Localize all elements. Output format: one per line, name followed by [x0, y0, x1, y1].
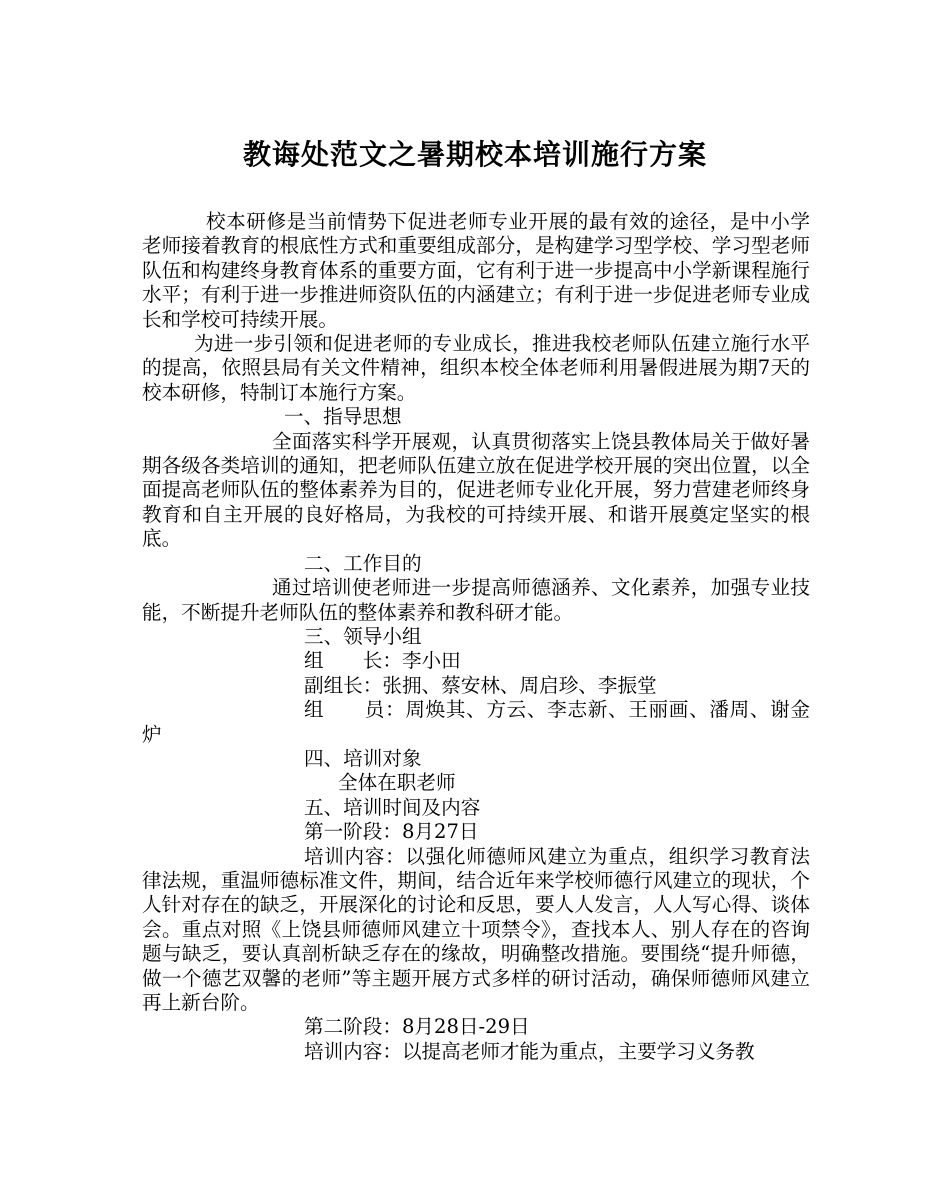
- document-body: [142, 210, 810, 1064]
- stage-one-line: 第一阶段：8月27日: [304, 820, 479, 844]
- document-title: 教诲处范文之暑期校本培训施行方案: [242, 138, 707, 171]
- group-members-line: 组 员：周焕其、方云、李志新、王丽画、潘周、谢金炉: [142, 698, 810, 746]
- stage-two-line: 第二阶段：8月28日-29日: [304, 1015, 530, 1039]
- purpose-paragraph: 为进一步引领和促进老师的专业成长，推进我校老师队伍建立施行水平的提高，依照县局有关文件精神，组织本校全体老师利用暑假进展为期7天的校本研修，特制订本施行方案。: [142, 332, 810, 404]
- deputy-leader-line: 副组长：张拥、蔡安林、周启珍、李振堂: [304, 673, 657, 697]
- guiding-thought-paragraph: 全面落实科学开展观，认真贯彻落实上饶县教体局关于做好暑期各级各类培训的通知，把老师队伍建立放在促进学校开展的突出位置，以全面提高老师队伍的整体素养为目的，促进老师专业化开展，努力营建老师终身教育和自主开展的良好格局，为我校的可持续开展、和谐开展奠定坚实的根底。: [142, 429, 810, 551]
- stage-two-content-paragraph: 培训内容：以提高老师才能为重点，主要学习义务教: [304, 1039, 755, 1063]
- group-leader-line: 组 长：李小田: [304, 649, 461, 673]
- intro-paragraph: 校本研修是当前情势下促进老师专业开展的最有效的途径，是中小学老师接着教育的根底性方式和重要组成部分，是构建学习型学校、学习型老师队伍和构建终身教育体系的重要方面，它有利于进一步提高中小学新课程施行水平；有利于进一步推进师资队伍的内涵建立；有利于进一步促进老师专业成长和学校可持续开展。: [142, 210, 810, 331]
- section-heading-training-target: 四、培训对象: [304, 746, 422, 770]
- section-heading-work-goal: 二、工作目的: [304, 551, 422, 575]
- stage-one-content-paragraph: 培训内容：以强化师德师风建立为重点，组织学习教育法律法规，重温师德标准文件，期间，结合近年来学校师德行风建立的现状，个人针对存在的缺乏，开展深化的讨论和反思，要人人发言，人人写心得、谈体会。重点对照《上饶县师德师风建立十项禁令》，查找本人、别人存在的咨询题与缺乏，要认真剖析缺乏存在的缘故，明确整改措施。要围绕“提升师德，做一个德艺双馨的老师”等主题开展方式多样的研讨活动，确保师德师风建立再上新台阶。: [142, 844, 810, 1014]
- training-target-line: 全体在职老师: [338, 771, 456, 795]
- section-heading-guiding-thought: 一、指导思想: [284, 405, 402, 429]
- section-heading-leadership-group: 三、领导小组: [304, 624, 422, 648]
- work-goal-paragraph: 通过培训使老师进一步提高师德涵养、文化素养，加强专业技能，不断提升老师队伍的整体素养和教科研才能。: [142, 576, 810, 624]
- section-heading-training-schedule: 五、培训时间及内容: [304, 795, 481, 819]
